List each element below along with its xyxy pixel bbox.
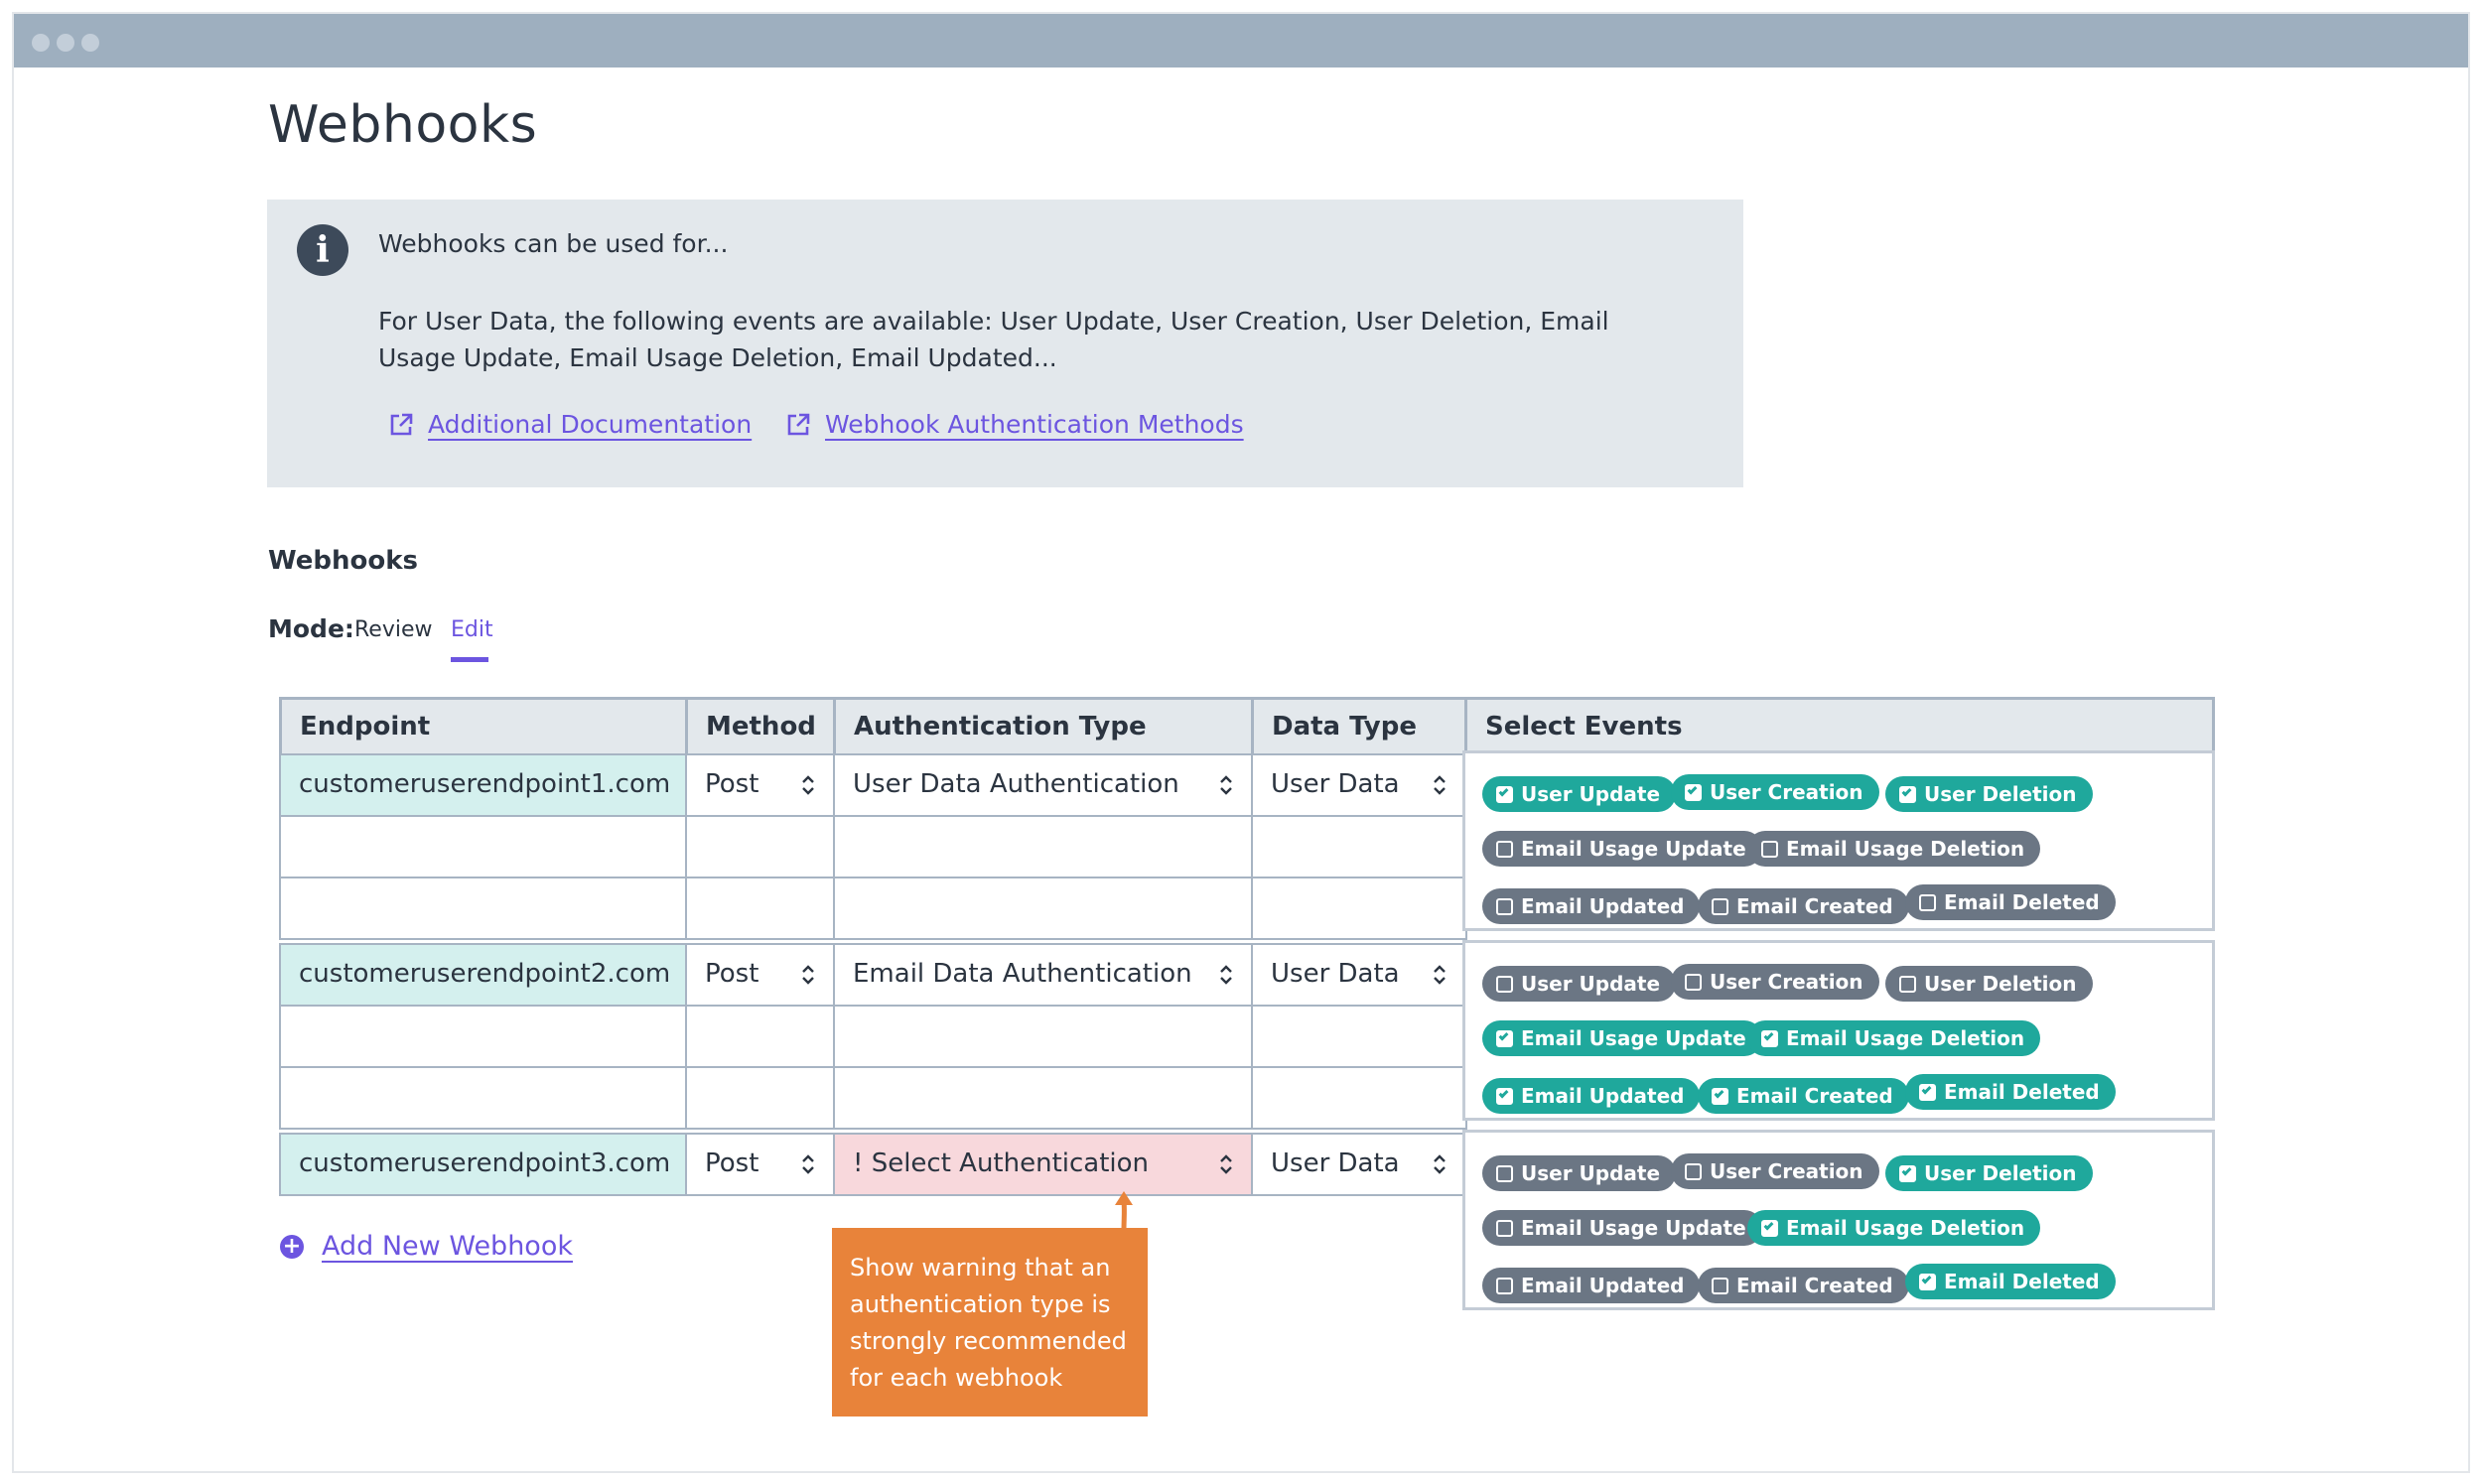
event-label: Email Deleted	[1944, 1080, 2100, 1104]
checkbox-empty-icon	[1761, 841, 1778, 858]
mode-label: Mode:	[268, 614, 354, 643]
warning-callout: Show warning that an authentication type is strongly recommended for each webhook	[832, 1228, 1148, 1417]
checkbox-checked-icon	[1761, 1030, 1778, 1047]
checkbox-empty-icon	[1712, 898, 1728, 915]
checkbox-empty-icon	[1496, 1220, 1513, 1237]
window-titlebar	[14, 14, 2468, 67]
checkbox-checked-icon	[1712, 1088, 1728, 1105]
event-toggle-email-deleted[interactable]	[1905, 884, 2116, 920]
select-chevrons-icon	[800, 964, 816, 986]
empty-cell	[833, 877, 1254, 940]
data-type-select-value: User Data	[1271, 769, 1400, 799]
data-type-select-value: User Data	[1271, 1148, 1400, 1178]
event-label: Email Usage Deletion	[1786, 837, 2025, 861]
event-toggle-email-updated[interactable]	[1482, 1078, 1700, 1114]
event-toggle-email-deleted[interactable]	[1905, 1074, 2116, 1110]
event-toggle-email-created[interactable]	[1698, 1268, 1909, 1303]
checkbox-checked-icon	[1496, 786, 1513, 803]
event-label: Email Updated	[1521, 1084, 1685, 1108]
events-group	[1462, 1130, 2215, 1310]
event-toggle-user-creation[interactable]	[1671, 1153, 1879, 1189]
empty-cell	[279, 877, 688, 940]
checkbox-checked-icon	[1496, 1030, 1513, 1047]
empty-cell	[279, 1005, 688, 1068]
checkbox-empty-icon	[1496, 841, 1513, 858]
event-label: Email Usage Update	[1521, 837, 1746, 861]
endpoint-cell-value: customeruserendpoint1.com	[299, 769, 671, 799]
event-label: Email Updated	[1521, 894, 1685, 918]
checkbox-checked-icon	[1899, 1165, 1916, 1182]
external-link-icon	[388, 412, 414, 438]
checkbox-checked-icon	[1919, 1084, 1936, 1101]
select-chevrons-icon	[800, 774, 816, 796]
info-intro-text: Webhooks can be used for...	[378, 229, 729, 258]
select-chevrons-icon	[1218, 964, 1234, 986]
event-toggle-email-updated[interactable]	[1482, 888, 1700, 924]
select-chevrons-icon	[800, 1153, 816, 1175]
event-label: Email Usage Update	[1521, 1026, 1746, 1050]
empty-cell	[685, 1005, 836, 1068]
event-label: Email Created	[1736, 894, 1893, 918]
event-label: Email Created	[1736, 1274, 1893, 1297]
event-toggle-user-update[interactable]	[1482, 776, 1676, 812]
checkbox-empty-icon	[1496, 1278, 1513, 1294]
auth-type-select-value: Email Data Authentication	[853, 959, 1192, 989]
checkbox-checked-icon	[1899, 786, 1916, 803]
auth-type-select-value: User Data Authentication	[853, 769, 1179, 799]
event-label: User Deletion	[1924, 782, 2077, 806]
checkbox-empty-icon	[1685, 974, 1702, 991]
event-label: User Creation	[1710, 780, 1863, 804]
event-toggle-email-usage-update[interactable]	[1482, 1210, 1762, 1246]
checkbox-empty-icon	[1899, 976, 1916, 993]
checkbox-empty-icon	[1712, 1278, 1728, 1294]
endpoint-cell[interactable]	[279, 943, 688, 1007]
events-group	[1462, 940, 2215, 1121]
event-toggle-user-creation[interactable]	[1671, 964, 1879, 1000]
event-label: Email Usage Deletion	[1786, 1216, 2025, 1240]
empty-cell	[833, 1066, 1254, 1130]
event-toggle-user-deletion[interactable]	[1885, 966, 2093, 1002]
page-title: Webhooks	[268, 95, 538, 155]
event-toggle-email-usage-deletion[interactable]	[1747, 1020, 2040, 1056]
window-dot-close[interactable]	[32, 34, 50, 52]
additional-documentation-label: Additional Documentation	[428, 410, 753, 439]
empty-cell	[1251, 1066, 1467, 1130]
checkbox-checked-icon	[1496, 1088, 1513, 1105]
event-label: User Creation	[1710, 1159, 1863, 1183]
checkbox-checked-icon	[1685, 784, 1702, 801]
event-toggle-email-deleted[interactable]	[1905, 1264, 2116, 1299]
mode-edit-active-indicator	[451, 657, 488, 662]
mode-review-tab[interactable]: Review	[354, 617, 433, 642]
empty-cell	[1251, 877, 1467, 940]
event-label: Email Updated	[1521, 1274, 1685, 1297]
empty-cell	[833, 1005, 1254, 1068]
endpoint-cell-value: customeruserendpoint3.com	[299, 1148, 671, 1178]
event-toggle-email-created[interactable]	[1698, 888, 1909, 924]
event-toggle-user-deletion[interactable]	[1885, 776, 2093, 812]
event-label: Email Usage Update	[1521, 1216, 1746, 1240]
empty-cell	[279, 1066, 688, 1130]
empty-cell	[1251, 815, 1467, 878]
mode-edit-tab[interactable]: Edit	[451, 617, 493, 642]
window-dot-minimize[interactable]	[57, 34, 74, 52]
add-new-webhook-button[interactable]	[280, 1231, 573, 1262]
data-type-select[interactable]	[1251, 753, 1467, 817]
data-type-select-value: User Data	[1271, 959, 1400, 989]
auth-type-select[interactable]	[833, 943, 1254, 1007]
event-label: User Deletion	[1924, 972, 2077, 996]
event-label: Email Deleted	[1944, 890, 2100, 914]
checkbox-empty-icon	[1496, 1165, 1513, 1182]
window-dot-maximize[interactable]	[81, 34, 99, 52]
empty-cell	[279, 815, 688, 878]
event-toggle-email-usage-deletion[interactable]	[1747, 831, 2040, 867]
event-label: User Update	[1521, 782, 1661, 806]
event-toggle-email-usage-update[interactable]	[1482, 831, 1762, 867]
event-label: Email Usage Deletion	[1786, 1026, 2025, 1050]
events-group	[1462, 750, 2215, 931]
event-label: User Update	[1521, 1161, 1661, 1185]
empty-cell	[685, 877, 836, 940]
event-toggle-email-created[interactable]	[1698, 1078, 1909, 1114]
checkbox-empty-icon	[1496, 898, 1513, 915]
column-header-data-type: Data Type	[1251, 697, 1467, 756]
event-toggle-user-deletion[interactable]	[1885, 1155, 2093, 1191]
data-type-select[interactable]	[1251, 943, 1467, 1007]
info-box	[267, 200, 1743, 487]
empty-cell	[685, 815, 836, 878]
event-label: User Creation	[1710, 970, 1863, 994]
method-select-value: Post	[705, 769, 759, 799]
checkbox-empty-icon	[1496, 976, 1513, 993]
external-link-icon	[785, 412, 811, 438]
checkbox-empty-icon	[1919, 894, 1936, 911]
select-chevrons-icon	[1432, 774, 1448, 796]
checkbox-empty-icon	[1685, 1163, 1702, 1180]
endpoint-cell[interactable]	[279, 753, 688, 817]
additional-documentation-link[interactable]	[388, 410, 752, 439]
event-toggle-email-usage-deletion[interactable]	[1747, 1210, 2040, 1246]
event-label: Email Deleted	[1944, 1270, 2100, 1293]
info-icon: i	[297, 224, 348, 276]
method-select-value: Post	[705, 1148, 759, 1178]
info-events-text: For User Data, the following events are available: User Update, User Creation, User Deletion, Email Usage Update, Email Usage Deletion, Email Updated...	[378, 307, 1609, 372]
auth-type-select[interactable]	[833, 1133, 1254, 1196]
event-toggle-user-update[interactable]	[1482, 966, 1676, 1002]
data-type-select[interactable]	[1251, 1133, 1467, 1196]
method-select-value: Post	[705, 959, 759, 989]
webhook-auth-methods-link[interactable]	[785, 410, 1244, 439]
event-toggle-email-updated[interactable]	[1482, 1268, 1700, 1303]
empty-cell	[833, 815, 1254, 878]
event-toggle-user-creation[interactable]	[1671, 774, 1879, 810]
column-header-method: Method	[685, 697, 836, 756]
select-chevrons-icon	[1218, 774, 1234, 796]
checkbox-checked-icon	[1919, 1274, 1936, 1290]
column-header-auth-type: Authentication Type	[833, 697, 1254, 756]
select-chevrons-icon	[1218, 1153, 1234, 1175]
event-toggle-email-usage-update[interactable]	[1482, 1020, 1762, 1056]
plus-circle-icon: +	[280, 1235, 304, 1259]
event-toggle-user-update[interactable]	[1482, 1155, 1676, 1191]
callout-arrow-icon	[1112, 1191, 1136, 1231]
column-header-select-events: Select Events	[1464, 697, 2215, 756]
endpoint-cell-value: customeruserendpoint2.com	[299, 959, 671, 989]
empty-cell	[1251, 1005, 1467, 1068]
column-header-endpoint: Endpoint	[279, 697, 688, 756]
method-select[interactable]	[685, 753, 836, 817]
webhook-auth-methods-label: Webhook Authentication Methods	[825, 410, 1244, 439]
auth-type-select[interactable]	[833, 753, 1254, 817]
webhooks-section-title: Webhooks	[268, 546, 418, 576]
event-label: Email Created	[1736, 1084, 1893, 1108]
select-chevrons-icon	[1432, 1153, 1448, 1175]
event-label: User Update	[1521, 972, 1661, 996]
method-select[interactable]	[685, 943, 836, 1007]
empty-cell	[685, 1066, 836, 1130]
select-chevrons-icon	[1432, 964, 1448, 986]
checkbox-checked-icon	[1761, 1220, 1778, 1237]
event-label: User Deletion	[1924, 1161, 2077, 1185]
method-select[interactable]	[685, 1133, 836, 1196]
endpoint-cell[interactable]	[279, 1133, 688, 1196]
add-new-webhook-label: Add New Webhook	[322, 1231, 573, 1262]
auth-type-select-value: ! Select Authentication	[853, 1148, 1150, 1178]
